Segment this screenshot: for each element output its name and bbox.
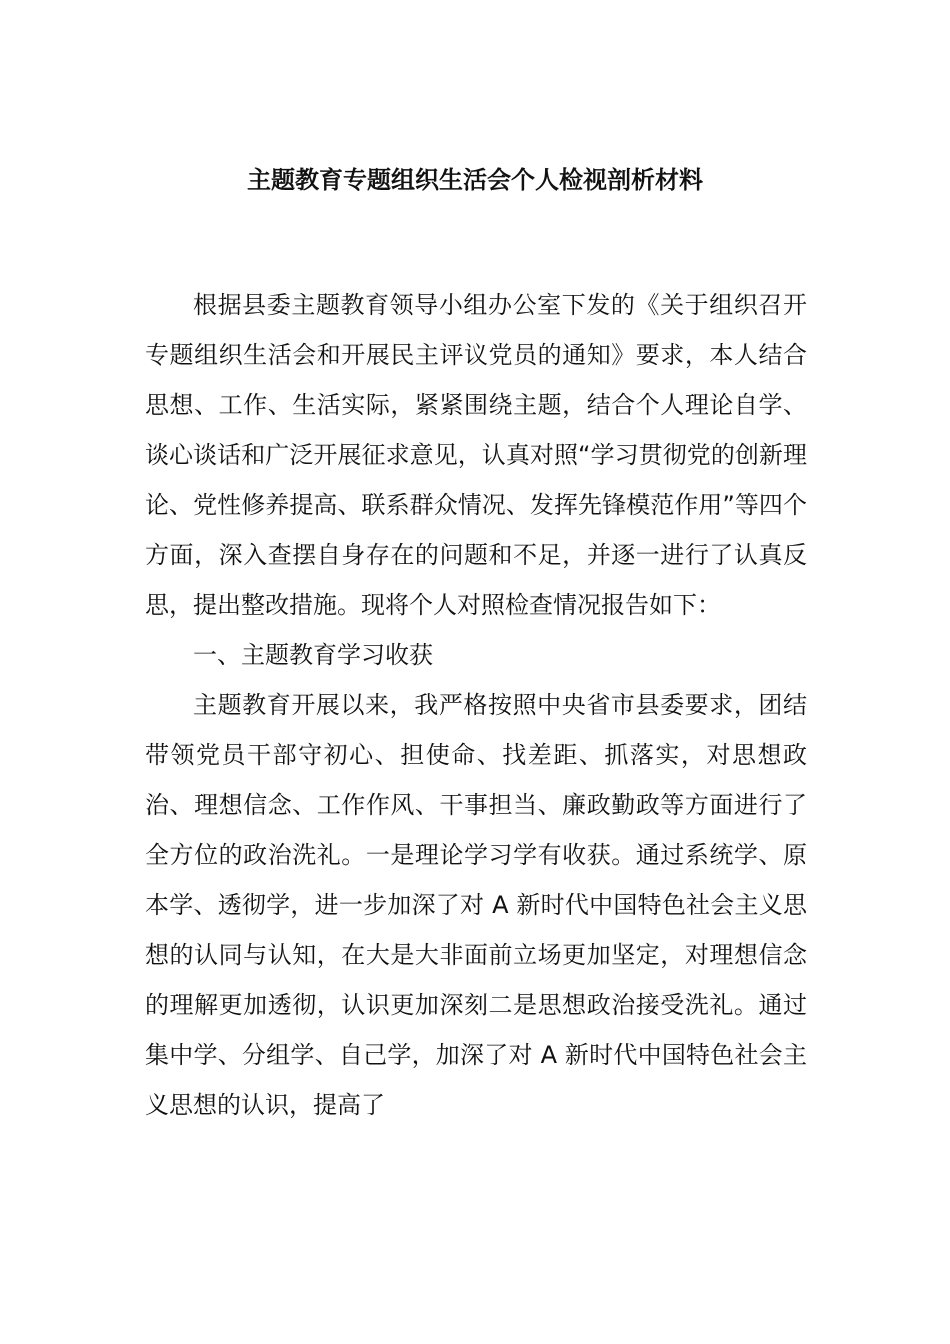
intro-paragraph: 根据县委主题教育领导小组办公室下发的《关于组织召开专题组织生活会和开展民主评议党员的通知》要求，本人结合思想、工作、生活实际，紧紧围绕主题，结合个人理论自学、谈心谈话和广泛开展征求意见，认真对照“学习贯彻党的创新理论、党性修养提高、联系群众情况、发挥先锋模范作用”等四个方面，深入查摆自身存在的问题和不足，并逐一进行了认真反思，提出整改措施。现将个人对照检查情况报告如下：	[145, 291, 807, 619]
section-1-paragraph: 主题教育开展以来，我严格按照中央省市县委要求，团结带领党员干部守初心、担使命、找差距、抓落实，对思想政治、理想信念、工作作风、干事担当、廉政勤政等方面进行了全方位的政治洗礼。一是理论学习学有收获。通过系统学、原本学、透彻学，进一步加深了对 A 新时代中国特色社会主义思想的认同与认知，在大是大非面前立场更加坚定，对理想信念的理解更加透彻，认识更加深刻二是思想政治接受洗礼。通过集中学、分组学、自己学，加深了对 A 新时代中国特色社会主义思想的认识，提高了	[145, 691, 807, 1119]
document-body	[145, 280, 807, 1130]
document-title: 主题教育专题组织生活会个人检视剖析材料	[247, 166, 703, 194]
section-heading-1: 一、主题教育学习收获	[193, 641, 433, 669]
